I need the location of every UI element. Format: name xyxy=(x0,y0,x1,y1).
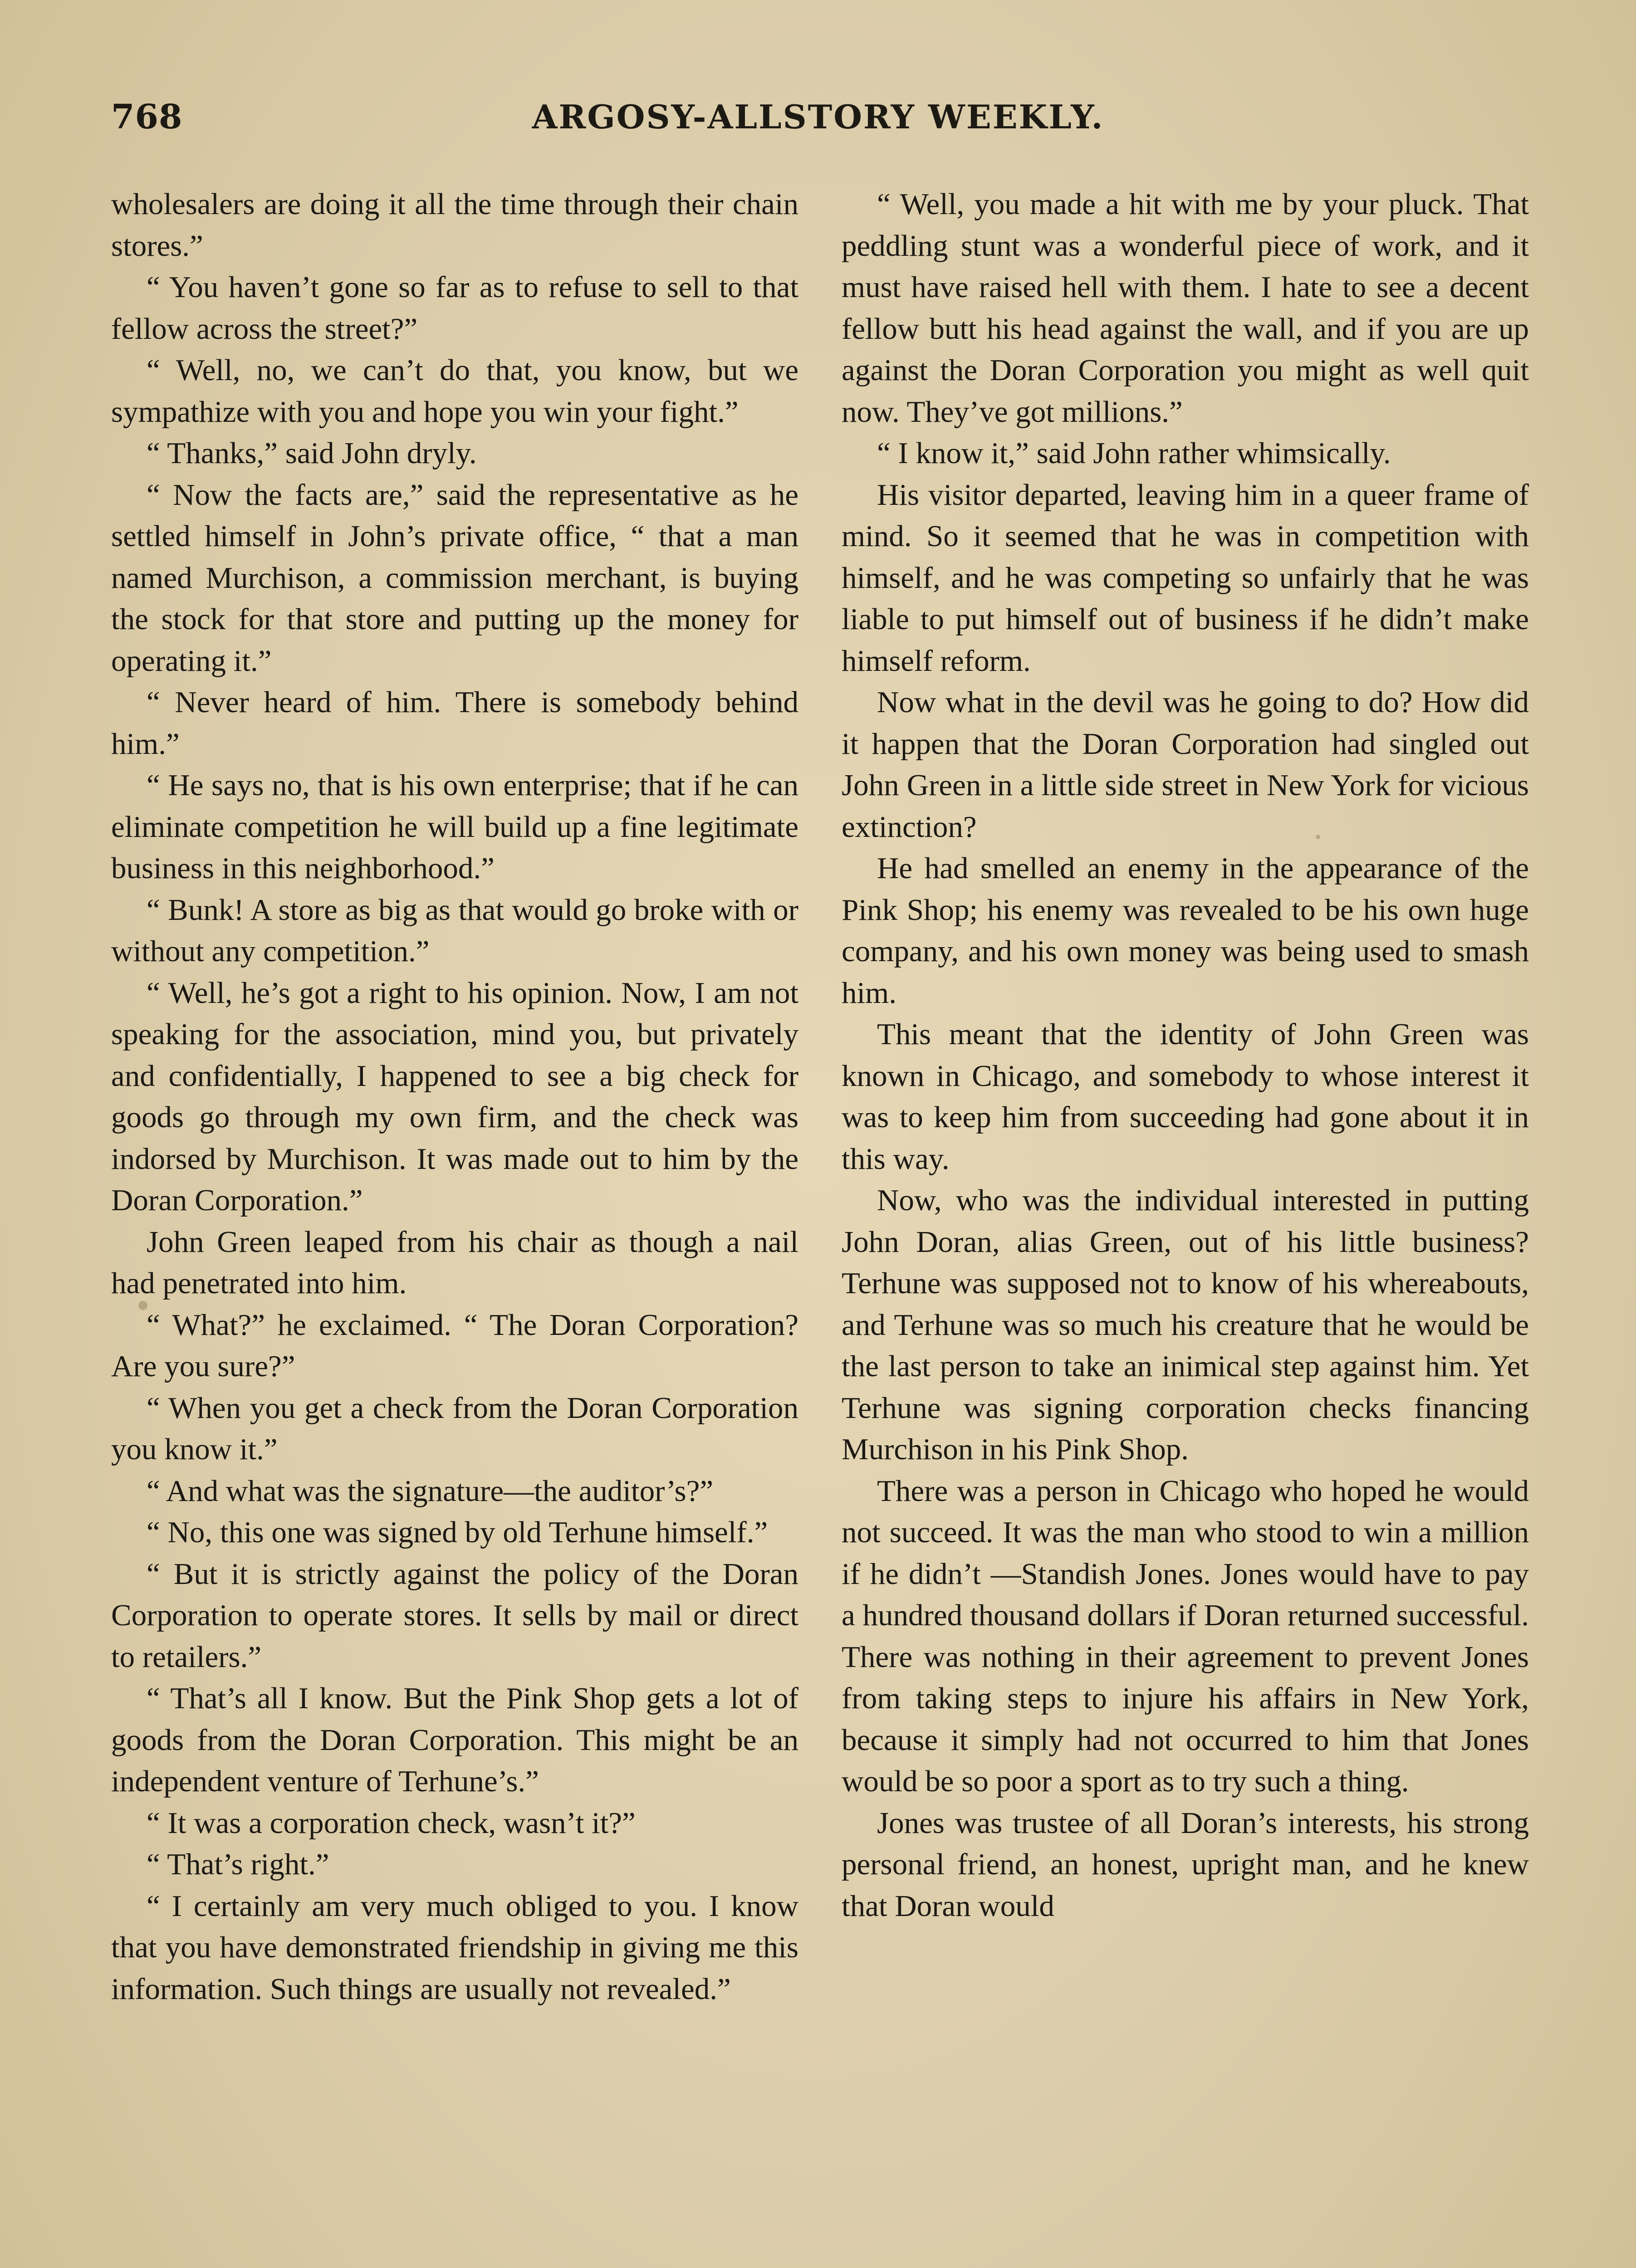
paragraph: “ He says no, that is his own enterprise; that if he can eliminate competition he will build up a fine legitimate business in this neighborhood.” xyxy=(111,768,798,885)
running-title: ARGOSY-ALLSTORY WEEKLY. xyxy=(532,98,1104,136)
text-columns xyxy=(111,184,1529,2268)
paragraph: This meant that the identity of John Green was known in Chicago, and somebody to whose interest it was to keep him from succeeding had gone about it in this way. xyxy=(842,1017,1529,1176)
paragraph: “ You haven’t gone so far as to refuse to sell to that fellow across the street?” xyxy=(111,270,798,346)
paragraph: There was a person in Chicago who hoped he would not succeed. It was the man who stood to win a million if he didn’t —Standish Jones. Jones would have to pay a hundred thousand dollars if Doran returned successful. There was nothing in their agreement to prevent Jones from taking steps to injure his affairs in New York, because it simply had not occurred to him that Jones would be so poor a sport as to try such a thing. xyxy=(842,1474,1529,1798)
paragraph: “ Well, he’s got a right to his opinion. Now, I am not speaking for the association, mind you, but privately and confidentially, I happened to see a big check for goods go through my own firm, and the check was indorsed by Murchison. It was made out to him by the Doran Corporation.” xyxy=(111,976,798,1217)
paragraph: “ Never heard of him. There is somebody behind him.” xyxy=(111,685,798,761)
paragraph: “ Bunk! A store as big as that would go broke with or without any competition.” xyxy=(111,893,798,968)
paragraph: Now, who was the individual interested in putting John Doran, alias Green, out of his little business? Terhune was supposed not to know of his whereabouts, and Terhune was so much his creature that he would be the last person to take an inimical step against him. Yet Terhune was signing corporation checks financing Murchison in his Pink Shop. xyxy=(842,1183,1529,1466)
paragraph: Now what in the devil was he going to do? How did it happen that the Doran Corporation had singled out John Green in a little side street in New York for vicious extinction? xyxy=(842,685,1529,844)
paragraph: He had smelled an enemy in the appearance of the Pink Shop; his enemy was revealed to be his own huge company, and his own money was being used to smash him. xyxy=(842,851,1529,1010)
paragraph: “ Thanks,” said John dryly. xyxy=(147,436,477,470)
page-header xyxy=(111,98,1525,147)
paragraph: Jones was trustee of all Doran’s interests, his strong personal friend, an honest, upright man, and he knew that Doran would xyxy=(842,1806,1529,1923)
right-column xyxy=(842,184,1529,2268)
paragraph: “ Now the facts are,” said the representative as he settled himself in John’s private office, “ that a man named Murchison, a commission merchant, is buying the stock for that store and putting up the money for operating it.” xyxy=(111,478,798,678)
paragraph: “ No, this one was signed by old Terhune himself.” xyxy=(147,1515,768,1549)
paragraph: “ Well, no, we can’t do that, you know, but we sympathize with you and hope you win your fight.” xyxy=(111,353,798,429)
paragraph: “ Well, you made a hit with me by your pluck. That peddling stunt was a wonderful piece of work, and it must have raised hell with them. I hate to see a decent fellow butt his head against the wall, and if you are up against the Doran Corporation you might as well quit now. They’ve got millions.” xyxy=(842,187,1529,429)
paragraph: “ It was a corporation check, wasn’t it?” xyxy=(147,1806,636,1840)
paragraph: “ When you get a check from the Doran Corporation you know it.” xyxy=(111,1391,798,1466)
paragraph: “ That’s all I know. But the Pink Shop gets a lot of goods from the Doran Corporation. This might be an independent venture of Terhune’s.” xyxy=(111,1681,798,1798)
paragraph: His visitor departed, leaving him in a queer frame of mind. So it seemed that he was in competition with himself, and he was competing so unfairly that he was liable to put himself out of business if he didn’t make himself reform. xyxy=(842,478,1529,678)
paragraph: “ But it is strictly against the policy of the Doran Corporation to operate stores. It sells by mail or direct to retailers.” xyxy=(111,1557,798,1674)
page-number: 768 xyxy=(111,98,183,137)
paragraph: “ I know it,” said John rather whimsically. xyxy=(877,436,1391,470)
paragraph: John Green leaped from his chair as though a nail had penetrated into him. xyxy=(111,1225,798,1300)
paragraph: “ What?” he exclaimed. “ The Doran Corporation? Are you sure?” xyxy=(111,1308,798,1383)
paragraph: “ I certainly am very much obliged to you. I know that you have demonstrated friendship in giving me this information. Such things are usually not revealed.” xyxy=(111,1889,798,2006)
paragraph: “ That’s right.” xyxy=(147,1848,329,1881)
paragraph: “ And what was the signature—the auditor’s?” xyxy=(147,1474,714,1508)
left-column xyxy=(111,184,798,2268)
paragraph: wholesalers are doing it all the time through their chain stores.” xyxy=(111,187,798,263)
